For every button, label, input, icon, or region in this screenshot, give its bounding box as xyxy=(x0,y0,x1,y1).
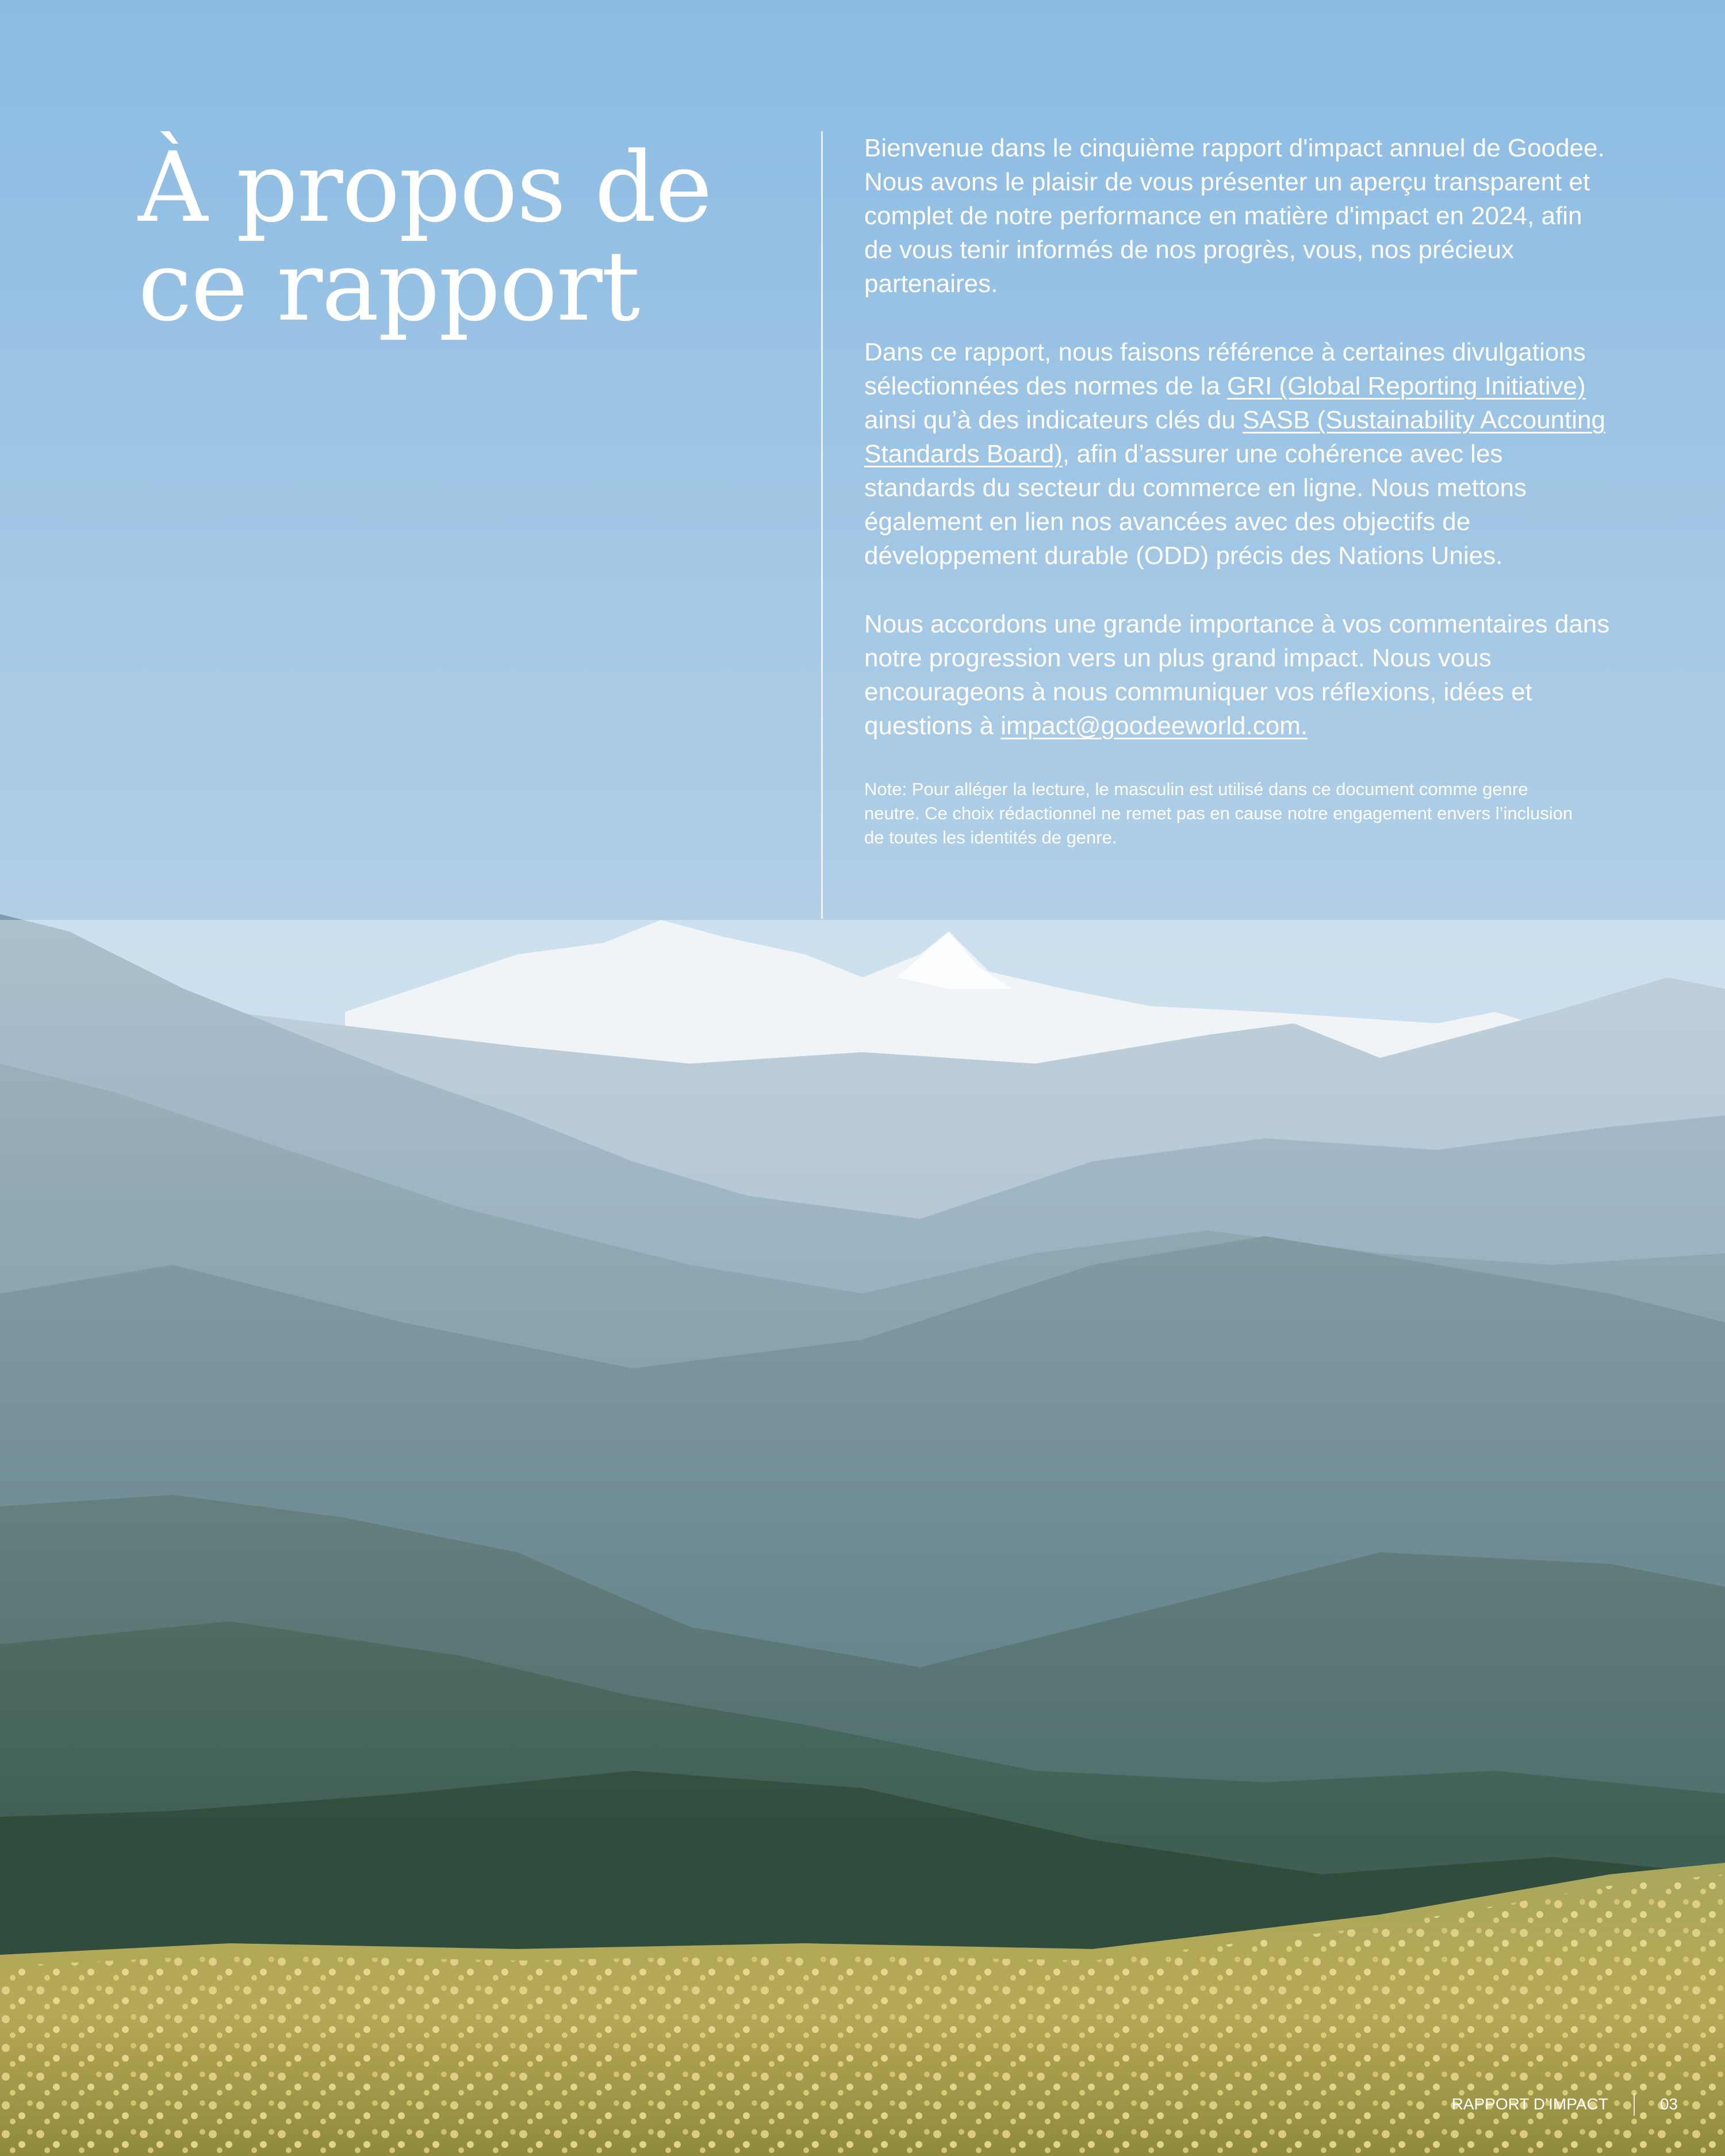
feedback-text: Nous accordons une grande importance à vos commentaires dans notre progression vers un plus grand impact. Nous vous encourageons à nous communiquer vos réflexions, idées et questions à xyxy=(864,610,1610,740)
intro-paragraph: Bienvenue dans le cinquième rapport d'impact annuel de Goodee. Nous avons le plaisir de vous présenter un aperçu transparent et complet de notre performance en matière d'impact en 2024, afin de vous tenir informés de nos progrès, vous, nos précieux partenaires. xyxy=(864,134,1605,298)
title-line-1: À propos de xyxy=(138,131,711,244)
gri-link[interactable]: GRI (Global Reporting Initiative) xyxy=(1227,372,1586,400)
standards-text-a: Dans ce rapport, nous faisons référence à certaines divulgations sélectionnées des normes de la xyxy=(864,338,1586,400)
page-number: 03 xyxy=(1659,2095,1678,2113)
email-link[interactable]: impact@goodeeworld.com. xyxy=(1000,712,1308,740)
sasb-link[interactable]: SASB (Sustainability Accounting Standards Board) xyxy=(864,406,1605,468)
page-title xyxy=(138,131,770,343)
title-line-2: ce rapport xyxy=(138,230,639,343)
standards-text-b: ainsi qu’à des indicateurs clés du xyxy=(864,406,1243,434)
gender-note: Note: Pour alléger la lecture, le masculin est utilisé dans ce document comme genre neutre. Ce choix rédactionnel ne remet pas en cause notre engagement envers l’inclusion de toutes les identités de genre. xyxy=(864,779,1573,847)
vertical-divider xyxy=(821,131,823,919)
standards-text-c: , afin d’assurer une cohérence avec les standards du secteur du commerce en ligne. Nous mettons également en lien nos avancées avec des objectifs de développement durable (ODD) précis des Nations Unies. xyxy=(864,440,1527,570)
standards-paragraph xyxy=(864,335,1612,573)
page-footer xyxy=(1452,2093,1678,2116)
body-text xyxy=(864,131,1612,850)
footer-divider xyxy=(1634,2093,1635,2116)
footer-label: RAPPORT D’IMPACT xyxy=(1451,2095,1608,2113)
feedback-paragraph xyxy=(864,607,1612,743)
